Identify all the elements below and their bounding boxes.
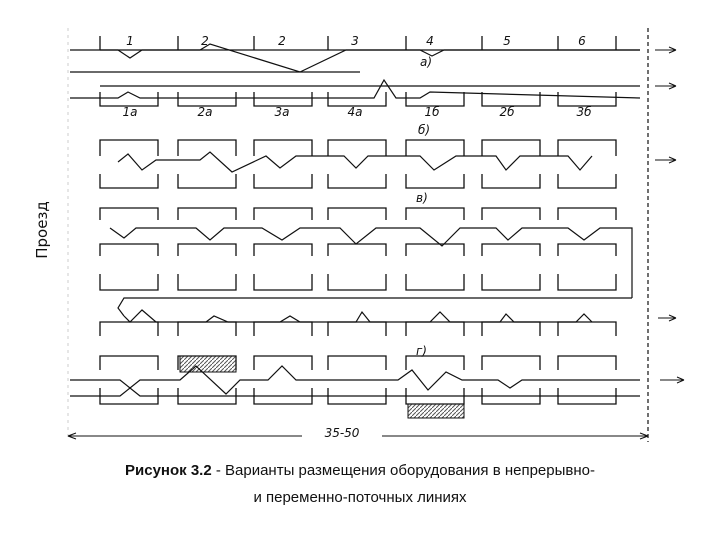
- flow-g2-lower: [70, 388, 640, 396]
- machine-v-bottom-4: [328, 174, 386, 188]
- machine-v-top-1: [100, 140, 158, 156]
- machine-label-a-1: 1: [126, 34, 134, 48]
- variant-v-label: в): [416, 191, 428, 205]
- machine-g2-mid-7: [558, 356, 616, 370]
- machine-g2-top-5: [406, 322, 464, 336]
- dimension-label: 35-50: [324, 426, 360, 440]
- machine-g2-top-2: [178, 322, 236, 336]
- machine-g2-top-7: [558, 322, 616, 336]
- reserve-machine-2: [408, 404, 464, 418]
- machine-v-bottom-2: [178, 174, 236, 188]
- machine-v-bottom-1: [100, 174, 158, 188]
- flow-g2-transfer: [70, 366, 640, 394]
- variant-g-label: г): [416, 344, 427, 358]
- machine-label-a-4: 3: [351, 34, 359, 48]
- arrows-layer: [655, 47, 684, 383]
- figure-caption-line-2: и переменно-поточных линиях: [253, 489, 467, 506]
- machine-g1-top-3: [254, 208, 312, 220]
- machine-g1-top-1: [100, 208, 158, 220]
- machine-g1-bottom-2: [178, 274, 236, 290]
- flow-b: [70, 80, 640, 98]
- machine-label-a-7: 6: [578, 34, 586, 48]
- machine-b-3: [254, 92, 312, 106]
- machine-v-top-4: [328, 140, 386, 156]
- machine-g1-mid-5: [406, 244, 464, 256]
- machine-g1-bottom-4: [328, 274, 386, 290]
- machine-g1-top-5: [406, 208, 464, 220]
- machine-v-top-5: [406, 140, 464, 156]
- machine-g1-top-7: [558, 208, 616, 220]
- machine-g2-top-4: [328, 322, 386, 336]
- passage-label: Проезд: [33, 201, 51, 259]
- machine-g1-top-4: [328, 208, 386, 220]
- machine-v-bottom-3: [254, 174, 312, 188]
- machine-g1-mid-2: [178, 244, 236, 256]
- machine-label-b-2: 2а: [197, 105, 213, 119]
- machine-g1-top-2: [178, 208, 236, 220]
- flows-layer: [70, 44, 640, 396]
- machine-g1-bottom-1: [100, 274, 158, 290]
- machine-label-a-5: 4: [426, 34, 434, 48]
- machine-g1-bottom-3: [254, 274, 312, 290]
- machine-v-bottom-6: [482, 174, 540, 188]
- machine-label-a-3: 2: [278, 34, 286, 48]
- machine-label-b-3: 3а: [274, 105, 290, 119]
- flow-g2: [124, 310, 592, 322]
- machine-g1-mid-1: [100, 244, 158, 256]
- flow-v: [118, 152, 592, 172]
- variant-a-label: а): [420, 55, 433, 69]
- machine-label-a-6: 5: [503, 34, 511, 48]
- machine-label-b-4: 4а: [347, 105, 363, 119]
- machine-g1-bottom-5: [406, 274, 464, 290]
- machine-g1-top-6: [482, 208, 540, 220]
- variant-b-label: б): [418, 123, 431, 137]
- flow-a: [70, 44, 640, 72]
- machine-v-top-7: [558, 140, 616, 156]
- machine-v-bottom-7: [558, 174, 616, 188]
- machine-label-b-5: 1б: [424, 105, 440, 119]
- machine-label-b-1: 1а: [122, 105, 138, 119]
- machine-g2-mid-4: [328, 356, 386, 370]
- machine-g1-mid-4: [328, 244, 386, 256]
- figure-number: Рисунок 3.2: [125, 462, 212, 479]
- machine-b-2: [178, 92, 236, 106]
- machine-g1-bottom-7: [558, 274, 616, 290]
- machine-label-a-2: 2: [201, 34, 209, 48]
- machine-g2-top-1: [100, 322, 158, 336]
- machine-g2-mid-6: [482, 356, 540, 370]
- machine-g1-mid-6: [482, 244, 540, 256]
- machine-g2-top-3: [254, 322, 312, 336]
- machine-b-7: [558, 92, 616, 106]
- machine-b-1: [100, 92, 158, 106]
- machine-b-5: [406, 92, 464, 106]
- machines-layer: [100, 36, 640, 418]
- machine-g2-top-6: [482, 322, 540, 336]
- machine-g2-mid-3: [254, 356, 312, 370]
- row-b-labels: [123, 105, 593, 119]
- machine-g2-mid-1: [100, 356, 158, 370]
- row-a-labels: [126, 34, 586, 48]
- machine-v-bottom-5: [406, 174, 464, 188]
- machine-g1-bottom-6: [482, 274, 540, 290]
- reserve-machine-1: [180, 356, 236, 372]
- figure-caption-text: - Варианты размещения оборудования в непрерывно-: [211, 462, 595, 479]
- machine-g2-mid-5: [406, 356, 464, 370]
- machine-g1-mid-7: [558, 244, 616, 256]
- flow-g1-return: [118, 298, 632, 316]
- machine-g1-mid-3: [254, 244, 312, 256]
- machine-label-b-7: 3б: [576, 105, 592, 119]
- figure-caption-line-1: [0, 462, 720, 479]
- machine-label-b-6: 2б: [499, 105, 515, 119]
- machine-v-top-2: [178, 140, 236, 156]
- machine-b-4: [328, 92, 386, 106]
- flow-g1: [110, 228, 632, 298]
- machine-v-top-6: [482, 140, 540, 156]
- machine-v-top-3: [254, 140, 312, 156]
